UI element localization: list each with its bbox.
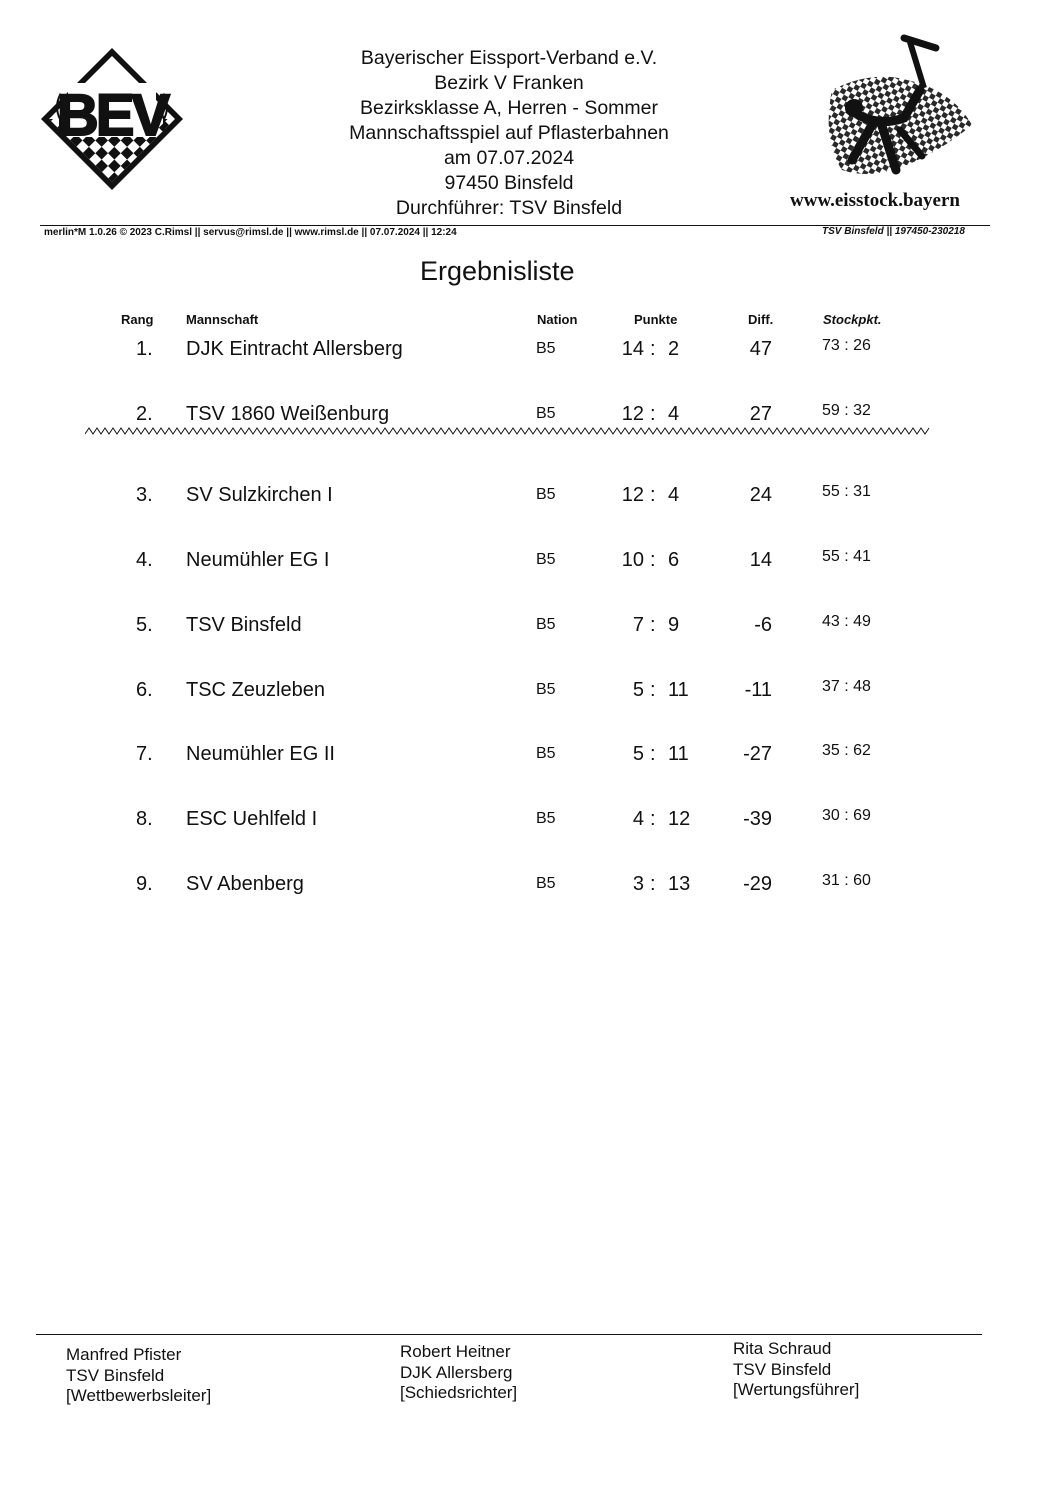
points-minus: 11 <box>668 743 689 765</box>
points-separator: : <box>650 484 656 506</box>
signer-role: [Wertungsführer] <box>733 1380 860 1399</box>
page-title: Ergebnisliste <box>420 256 575 286</box>
team-name: Neumühler EG I <box>186 549 330 571</box>
stock-points: 55 : 41 <box>822 548 871 565</box>
table-row <box>0 808 1043 838</box>
team-name: SV Abenberg <box>186 873 304 895</box>
points-plus: 14 <box>621 338 644 360</box>
header-line-2: Bezirk V Franken <box>434 72 584 94</box>
nation: B5 <box>536 340 556 357</box>
header-line-4: Mannschaftsspiel auf Pflasterbahnen <box>349 122 669 144</box>
signature-divider <box>36 1334 982 1335</box>
points-separator: : <box>650 808 656 830</box>
nation: B5 <box>536 551 556 568</box>
points-plus: 3 <box>632 873 644 895</box>
points-plus: 7 <box>632 614 644 636</box>
points-plus: 12 <box>621 484 644 506</box>
points-separator: : <box>650 338 656 360</box>
table-row <box>0 614 1043 644</box>
website-caption: www.eisstock.bayern <box>790 190 960 211</box>
column-header-rank: Rang <box>121 312 154 327</box>
team-name: ESC Uehlfeld I <box>186 808 318 830</box>
nation: B5 <box>536 875 556 892</box>
header-line-7: Durchführer: TSV Binsfeld <box>395 197 623 219</box>
signer-name: Robert Heitner <box>400 1342 511 1361</box>
team-name: Neumühler EG II <box>186 743 335 765</box>
nation: B5 <box>536 745 556 762</box>
points-separator: : <box>650 614 656 636</box>
difference: -11 <box>744 679 772 701</box>
team-name: TSV Binsfeld <box>186 614 302 636</box>
difference: -6 <box>754 614 772 636</box>
points-minus: 12 <box>668 808 691 830</box>
points-minus: 9 <box>668 614 680 636</box>
points-plus: 5 <box>632 679 644 701</box>
difference: 27 <box>749 403 772 425</box>
difference: -27 <box>743 743 772 765</box>
nation: B5 <box>536 486 556 503</box>
table-row <box>0 743 1043 773</box>
points-separator: : <box>650 873 656 895</box>
software-meta: merlin*M 1.0.26 © 2023 C.Rimsl || servus@rimsl.de || www.rimsl.de || 07.07.2024 || 12:24 <box>44 227 457 238</box>
column-header-team: Mannschaft <box>186 312 259 327</box>
stock-points: 35 : 62 <box>822 742 871 759</box>
points-plus: 10 <box>621 549 644 571</box>
signer-name: Manfred Pfister <box>66 1345 182 1364</box>
team-name: SV Sulzkirchen I <box>186 484 333 506</box>
difference: -29 <box>743 873 772 895</box>
eisstock-logo <box>812 30 980 195</box>
bev-logo <box>38 45 186 193</box>
event-meta: TSV Binsfeld || 197450-230218 <box>822 226 965 237</box>
rank: 5. <box>136 614 153 636</box>
team-name: DJK Eintracht Allersberg <box>186 338 403 360</box>
difference: -39 <box>743 808 772 830</box>
signature-block-2 <box>400 1342 517 1404</box>
table-row <box>0 549 1043 579</box>
nation: B5 <box>536 810 556 827</box>
nation: B5 <box>536 405 556 422</box>
table-row <box>0 338 1043 368</box>
signer-name: Rita Schraud <box>733 1339 832 1358</box>
points-minus: 4 <box>668 484 680 506</box>
promotion-separator-line <box>85 426 930 436</box>
table-row <box>0 873 1043 903</box>
rank: 4. <box>136 549 153 571</box>
points-separator: : <box>650 743 656 765</box>
column-header-stock: Stockpkt. <box>823 312 882 327</box>
nation: B5 <box>536 616 556 633</box>
header-block <box>300 46 718 221</box>
points-minus: 4 <box>668 403 680 425</box>
points-minus: 2 <box>668 338 680 360</box>
signer-role: [Wettbewerbsleiter] <box>66 1386 212 1405</box>
rank: 9. <box>136 873 153 895</box>
column-header-diff: Diff. <box>748 312 774 327</box>
stock-points: 43 : 49 <box>822 613 871 630</box>
points-separator: : <box>650 403 656 425</box>
signer-role: [Schiedsrichter] <box>400 1383 518 1402</box>
header-line-6: 97450 Binsfeld <box>444 172 574 194</box>
points-minus: 13 <box>668 873 691 895</box>
points-minus: 11 <box>668 679 689 701</box>
points-plus: 4 <box>632 808 644 830</box>
nation: B5 <box>536 681 556 698</box>
signer-club: DJK Allersberg <box>400 1362 513 1382</box>
points-separator: : <box>650 549 656 571</box>
stock-points: 31 : 60 <box>822 872 871 889</box>
signer-club: TSV Binsfeld <box>66 1365 165 1385</box>
column-header-points: Punkte <box>634 312 678 327</box>
rank: 6. <box>136 679 153 701</box>
signature-block-1 <box>66 1345 211 1407</box>
table-row <box>0 679 1043 709</box>
stock-points: 73 : 26 <box>822 337 871 354</box>
stock-points: 30 : 69 <box>822 807 871 824</box>
difference: 24 <box>749 484 772 506</box>
rank: 3. <box>136 484 153 506</box>
rank: 2. <box>136 403 153 425</box>
header-line-5: am 07.07.2024 <box>443 147 575 169</box>
header-line-1: Bayerischer Eissport-Verband e.V. <box>360 47 658 69</box>
points-plus: 12 <box>621 403 644 425</box>
rank: 7. <box>136 743 153 765</box>
signer-club: TSV Binsfeld <box>733 1359 832 1379</box>
stock-points: 59 : 32 <box>822 402 871 419</box>
header-line-3: Bezirksklasse A, Herren - Sommer <box>360 97 658 119</box>
rank: 1. <box>136 338 153 360</box>
table-row <box>0 484 1043 514</box>
team-name: TSC Zeuzleben <box>186 679 325 701</box>
difference: 14 <box>749 549 772 571</box>
difference: 47 <box>749 338 772 360</box>
rank: 8. <box>136 808 153 830</box>
team-name: TSV 1860 Weißenburg <box>186 403 390 425</box>
signature-block-3 <box>733 1339 859 1401</box>
stock-points: 37 : 48 <box>822 678 871 695</box>
bev-logo-text: BEV <box>56 83 168 148</box>
stock-points: 55 : 31 <box>822 483 871 500</box>
points-plus: 5 <box>632 743 644 765</box>
points-minus: 6 <box>668 549 680 571</box>
column-header-nation: Nation <box>537 312 578 327</box>
points-separator: : <box>650 679 656 701</box>
